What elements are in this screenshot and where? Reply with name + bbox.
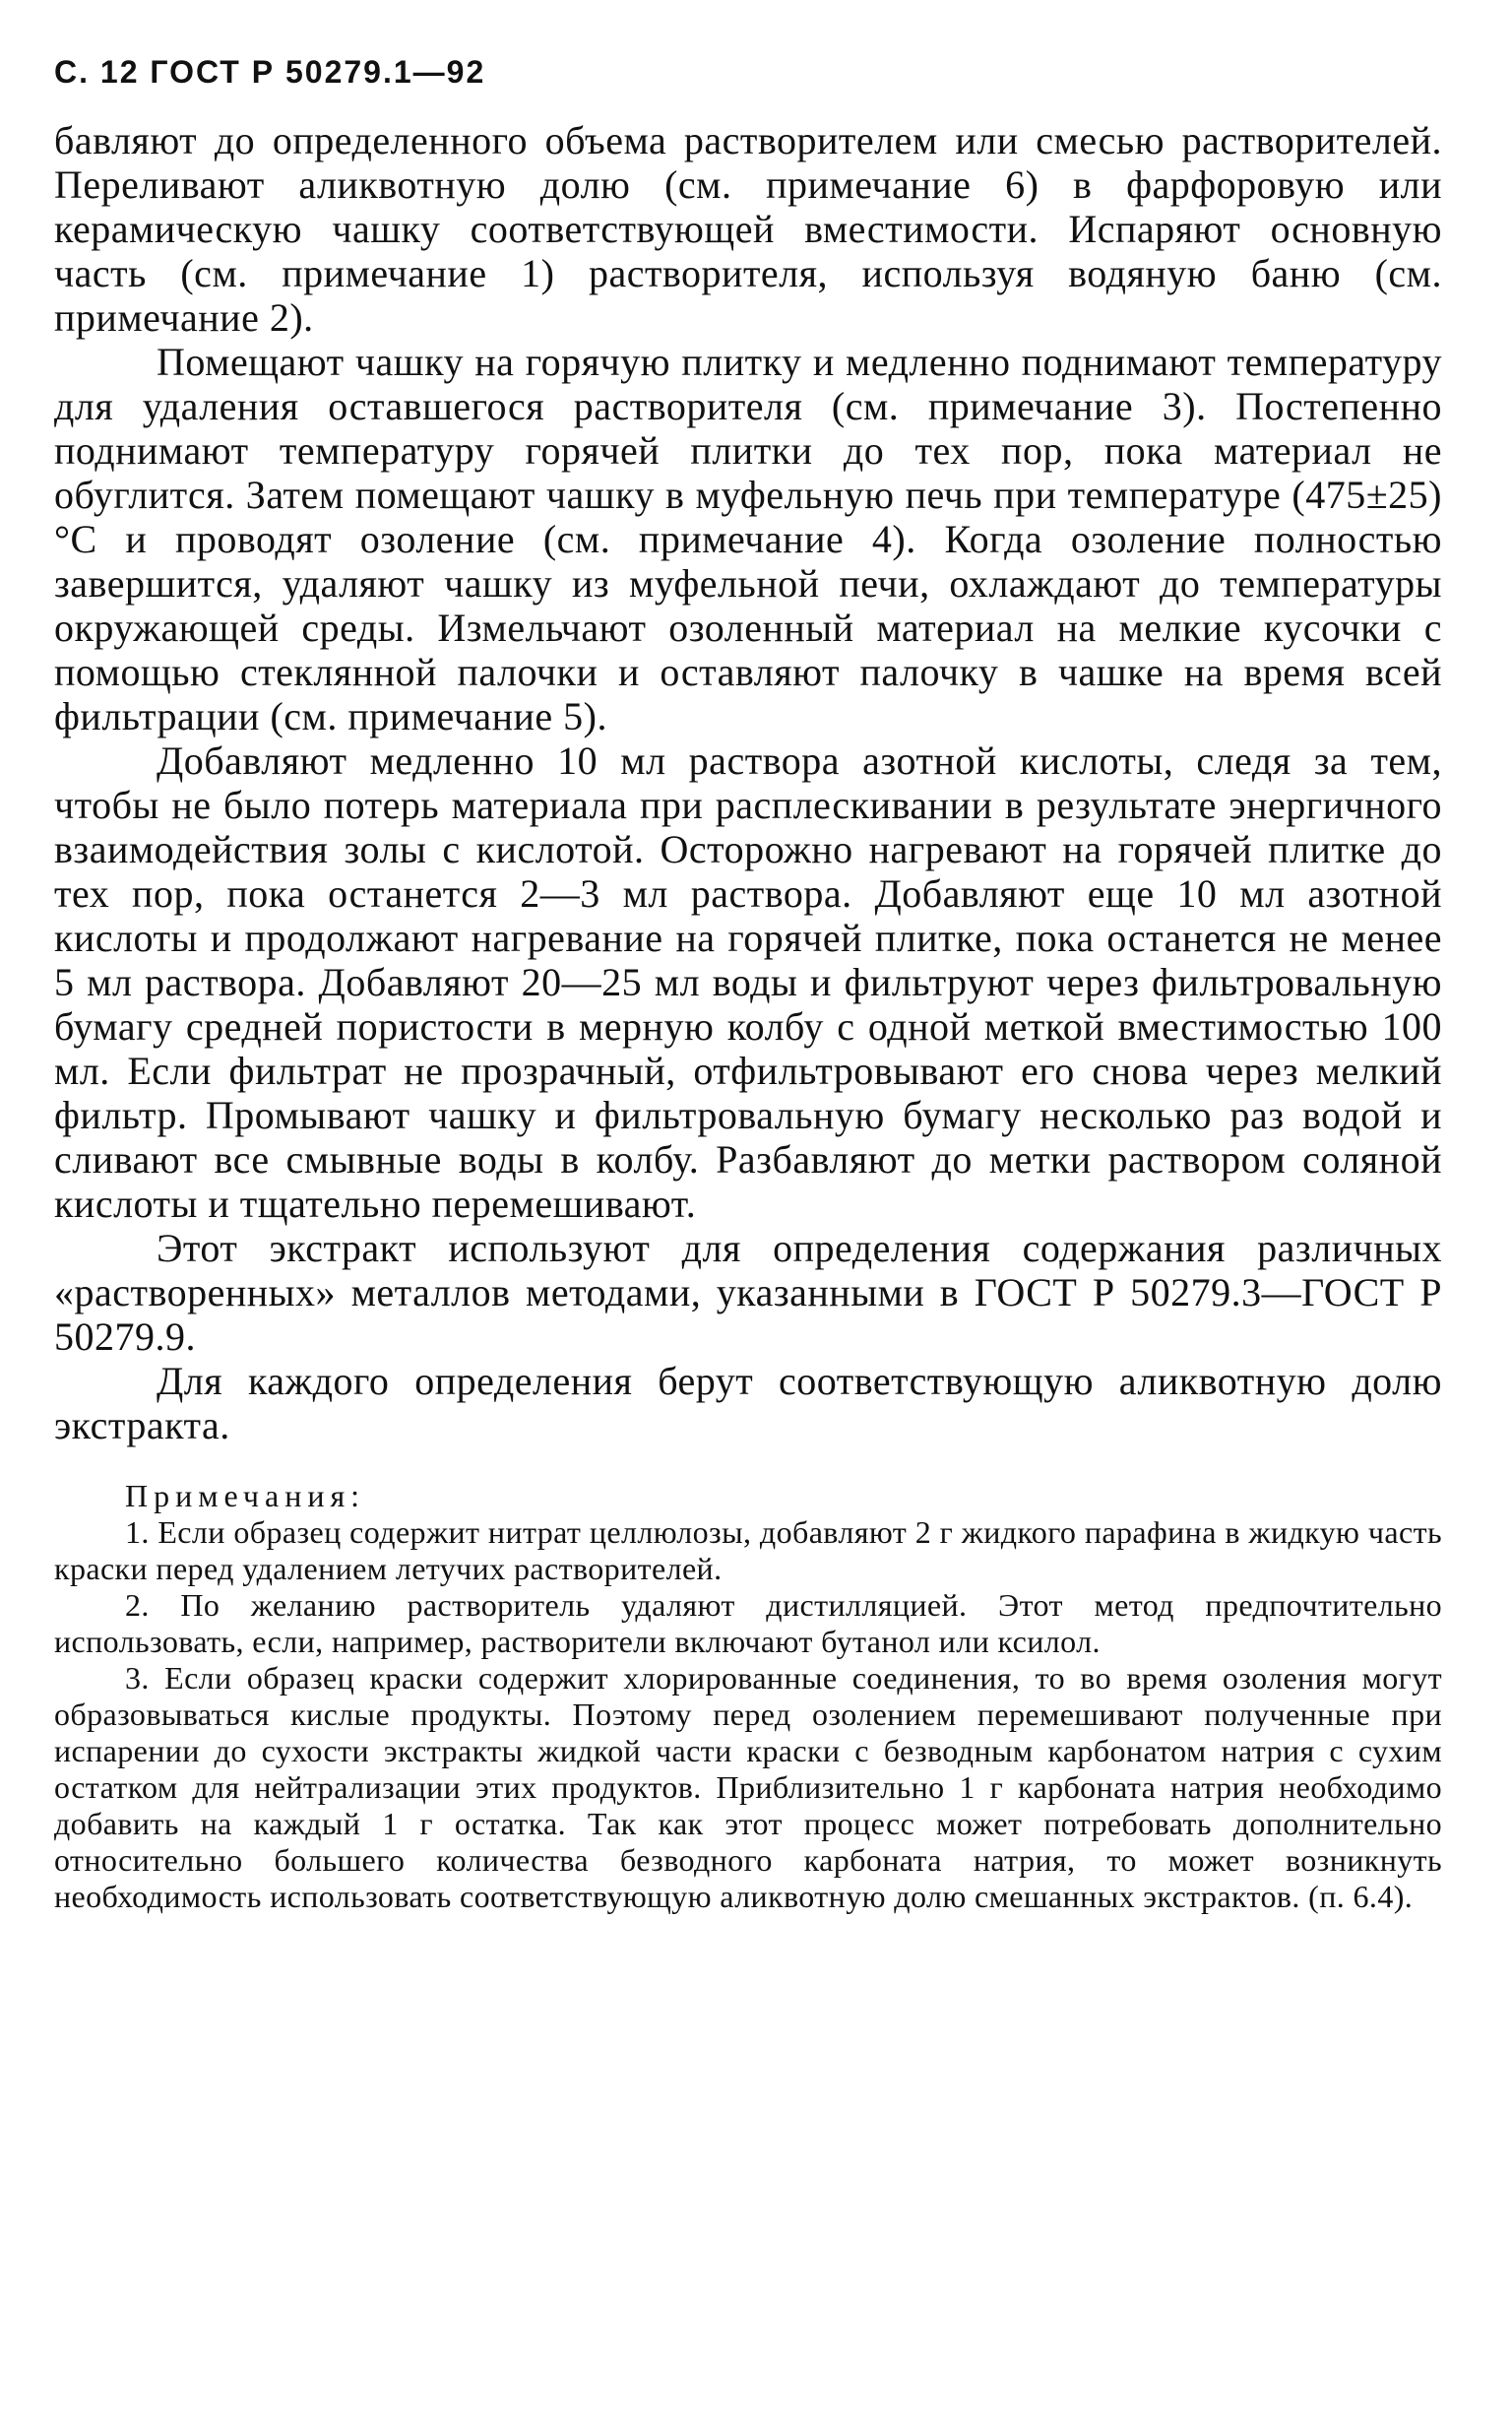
paragraph-2: Помещают чашку на горячую плитку и медленно поднимают температуру для удаления оставшегося растворителя (см. примечание 3). Постепенно поднимают температуру горячей плитки до тех пор, пока материал не обуглится. Затем помещают чашку в муфельную печь при температуре (475±25)°С и проводят озоление (см. примечание 4). Когда озоление полностью завершится, удаляют чашку из муфельной печи, охлаждают до температуры окружающей среды. Измельчают озоленный материал на мелкие кусочки с помощью стеклянной палочки и оставляют палочку в чашке на время всей фильтрации (см. примечание 5). bbox=[54, 340, 1442, 738]
page-header: С. 12 ГОСТ Р 50279.1—92 bbox=[54, 54, 486, 90]
document-page bbox=[54, 54, 1442, 1915]
paragraph-4: Этот экстракт используют для определения содержания различных «растворенных» металлов методами, указанными в ГОСТ Р 50279.3—ГОСТ Р 50279.9. bbox=[54, 1226, 1442, 1359]
body-text bbox=[54, 118, 1442, 1447]
paragraph-1: бавляют до определенного объема растворителем или смесью растворителей. Переливают аликвотную долю (см. примечание 6) в фарфоровую или керамическую чашку соответствующей вместимости. Испаряют основную часть (см. примечание 1) растворителя, используя водяную баню (см. примечание 2). bbox=[54, 118, 1442, 340]
note-3: 3. Если образец краски содержит хлорированные соединения, то во время озоления могут образовываться кислые продукты. Поэтому перед озолением перемешивают полученные при испарении до сухости экстракты жидкой части краски с безводным карбонатом натрия с сухим остатком для нейтрализации этих продуктов. Приблизительно 1 г карбоната натрия необходимо добавить на каждый 1 г остатка. Так как этот процесс может потребовать дополнительно относительно большего количества безводного карбоната натрия, то может возникнуть необходимость использовать соответствующую аликвотную долю смешанных экстрактов. (п. 6.4). bbox=[54, 1660, 1442, 1914]
notes-heading: Примечания: bbox=[125, 1478, 366, 1513]
paragraph-5: Для каждого определения берут соответствующую аликвотную долю экстракта. bbox=[54, 1359, 1442, 1447]
paragraph-3: Добавляют медленно 10 мл раствора азотной кислоты, следя за тем, чтобы не было потерь материала при расплескивании в результате энергичного взаимодействия золы с кислотой. Осторожно нагревают на горячей плитке до тех пор, пока останется 2—3 мл раствора. Добавляют еще 10 мл азотной кислоты и продолжают нагревание на горячей плитке, пока останется не менее 5 мл раствора. Добавляют 20—25 мл воды и фильтруют через фильтровальную бумагу средней пористости в мерную колбу с одной меткой вместимостью 100 мл. Если фильтрат не прозрачный, отфильтровывают его снова через мелкий фильтр. Промывают чашку и фильтровальную бумагу несколько раз водой и сливают все смывные воды в колбу. Разбавляют до метки раствором соляной кислоты и тщательно перемешивают. bbox=[54, 738, 1442, 1226]
note-1: 1. Если образец содержит нитрат целлюлозы, добавляют 2 г жидкого парафина в жидкую часть краски перед удалением летучих растворителей. bbox=[54, 1514, 1442, 1586]
notes-section bbox=[54, 1477, 1442, 1915]
note-2: 2. По желанию растворитель удаляют дистилляцией. Этот метод предпочтительно использовать, если, например, растворители включают бутанол или ксилол. bbox=[54, 1587, 1442, 1659]
